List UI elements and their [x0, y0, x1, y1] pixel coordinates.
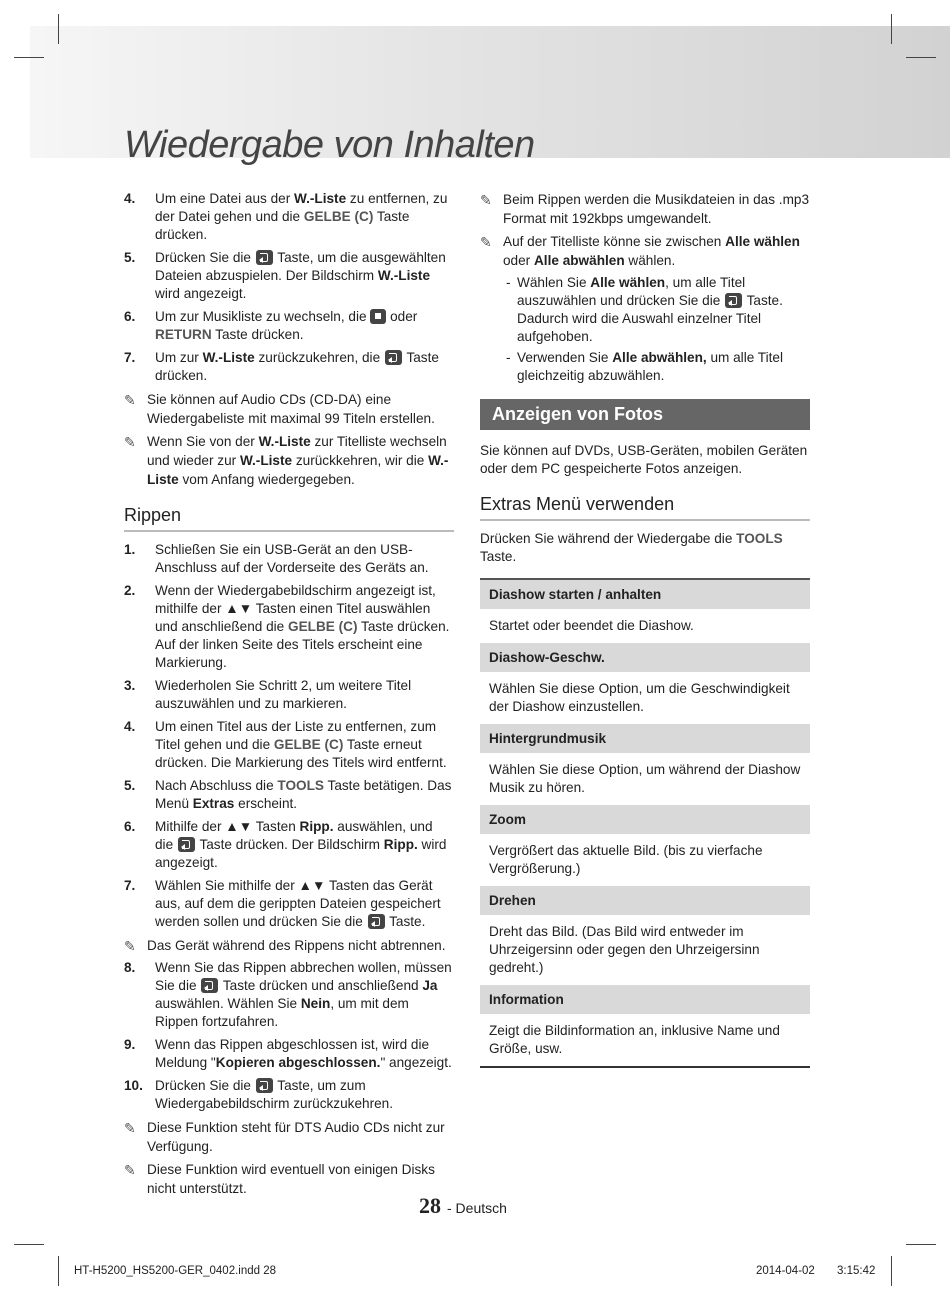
list-item: 4. Um eine Datei aus der W.-Liste zu entfernen, zu der Datei gehen und die GELBE (C) Taste drücken.: [124, 191, 448, 242]
option-description: Wählen Sie diese Option, um während der Diashow Musik zu hören.: [489, 762, 801, 795]
crop-mark: [14, 57, 44, 58]
fotos-intro: Sie können auf DVDs, USB-Geräten, mobilen Geräten oder dem PC gespeicherte Fotos anzeigen.: [480, 443, 808, 476]
option-description: Vergrößert das aktuelle Bild. (bis zu vierfache Vergrößerung.): [489, 843, 763, 876]
sub-list-item: - Wählen Sie Alle wählen, um alle Titel auszuwählen und drücken Sie die Taste. Dadurch wird die Auswahl einzelner Titel aufgehoben.: [506, 275, 783, 344]
option-name: Information: [480, 985, 810, 1014]
note: ✎ Auf der Titelliste könne sie zwischen Alle wählen oder Alle abwählen wählen.: [480, 234, 800, 268]
crop-mark: [906, 57, 936, 58]
option-description: Wählen Sie diese Option, um die Geschwindigkeit der Diashow einzustellen.: [489, 681, 790, 714]
option-description: Startet oder beendet die Diashow.: [489, 618, 694, 633]
extras-intro: Drücken Sie während der Wiedergabe die TOOLS Taste.: [480, 531, 783, 564]
note: ✎ Beim Rippen werden die Musikdateien in das .mp3 Format mit 192kbps umgewandelt.: [480, 192, 810, 226]
list-item: 3. Wiederholen Sie Schritt 2, um weitere Titel auszuwählen und zu markieren.: [124, 678, 412, 711]
chapter-title: Wiedergabe von Inhalten: [124, 124, 535, 166]
note: ✎ Wenn Sie von der W.-Liste zur Titelliste wechseln und wieder zur W.-Liste zurückkehren, wir die W.-Liste vom Anfang wiedergegeben.: [124, 434, 449, 487]
option-name: Zoom: [480, 805, 810, 834]
list-item: 9. Wenn das Rippen abgeschlossen ist, wird die Meldung "Kopieren abgeschlossen." angezeigt.: [124, 1037, 452, 1070]
enter-button-icon: [725, 293, 742, 308]
pencil-note-icon: ✎: [480, 234, 492, 250]
list-item: 7. Um zur W.-Liste zurückzukehren, die Taste drücken.: [124, 350, 439, 383]
pencil-note-icon: ✎: [124, 938, 136, 954]
slug-date: 2014-04-02: [756, 1265, 815, 1277]
list-item: 10. Drücken Sie die Taste, um zum Wiedergabebildschirm zurückzukehren.: [124, 1078, 393, 1111]
list-item: 2. Wenn der Wiedergabebildschirm angezeigt ist, mithilfe der ▲▼ Tasten einen Titel auswählen und anschließend die GELBE (C) Taste drücken. Auf der linken Seite des Titels erscheint eine Markierung.: [124, 583, 450, 670]
enter-button-icon: [201, 978, 218, 993]
enter-button-icon: [256, 250, 273, 265]
enter-button-icon: [256, 1078, 273, 1093]
option-description: Dreht das Bild. (Das Bild wird entweder im Uhrzeigersinn oder gegen den Uhrzeigersinn gedreht.): [489, 924, 760, 975]
option-description: Zeigt die Bildinformation an, inklusive Name und Größe, usw.: [489, 1023, 780, 1056]
crop-mark: [891, 14, 892, 44]
pencil-note-icon: ✎: [124, 1120, 136, 1136]
pencil-note-icon: ✎: [124, 392, 136, 408]
enter-button-icon: [368, 914, 385, 929]
page-language: - Deutsch: [447, 1200, 507, 1216]
left-column: [124, 190, 454, 1202]
page-number: 28: [419, 1193, 441, 1218]
note: ✎ Das Gerät während des Rippens nicht abtrennen.: [124, 938, 446, 954]
enter-button-icon: [178, 837, 195, 852]
list-item: 7. Wählen Sie mithilfe der ▲▼ Tasten das Gerät aus, auf dem die gerippten Dateien gespeichert werden sollen und drücken Sie die Taste.: [124, 878, 441, 929]
crop-mark: [58, 1256, 59, 1286]
list-item: 6. Mithilfe der ▲▼ Tasten Ripp. auswählen, und die Taste drücken. Der Bildschirm Ripp. wird angezeigt.: [124, 819, 447, 870]
list-item: 6. Um zur Musikliste zu wechseln, die oder RETURN Taste drücken.: [124, 309, 418, 342]
slug-filename: HT-H5200_HS5200-GER_0402.indd 28: [74, 1265, 277, 1277]
list-item: 5. Nach Abschluss die TOOLS Taste betätigen. Das Menü Extras erscheint.: [124, 778, 452, 811]
slug-time: 3:15:42: [837, 1265, 876, 1277]
section-heading-fotos: Anzeigen von Fotos: [480, 399, 810, 430]
list-item: 8. Wenn Sie das Rippen abbrechen wollen, müssen Sie die Taste drücken und anschließend Ja auswählen. Wählen Sie Nein, um mit dem Rippen fortzufahren.: [124, 960, 452, 1029]
option-name: Diashow-Geschw.: [480, 643, 810, 672]
pencil-note-icon: ✎: [124, 1162, 136, 1178]
enter-button-icon: [385, 350, 402, 365]
list-item: 5. Drücken Sie die Taste, um die ausgewählten Dateien abzuspielen. Der Bildschirm W.-Liste wird angezeigt.: [124, 250, 446, 301]
note: ✎ Diese Funktion steht für DTS Audio CDs nicht zur Verfügung.: [124, 1120, 445, 1154]
list-item: 4. Um einen Titel aus der Liste zu entfernen, zum Titel gehen und die GELBE (C) Taste erneut drücken. Die Markierung des Titels wird entfernt.: [124, 719, 447, 770]
crop-mark: [906, 1244, 936, 1245]
crop-mark: [14, 1244, 44, 1245]
section-heading-rippen: Rippen: [124, 503, 454, 532]
extras-options-table: [480, 578, 810, 1068]
note: ✎ Diese Funktion wird eventuell von einigen Disks nicht unterstützt.: [124, 1162, 435, 1196]
pencil-note-icon: ✎: [480, 192, 492, 208]
option-name: Diashow starten / anhalten: [480, 580, 810, 609]
sub-list-item: - Verwenden Sie Alle abwählen, um alle Titel gleichzeitig abzuwählen.: [506, 350, 783, 383]
option-name: Drehen: [480, 886, 810, 915]
list-item: 1. Schließen Sie ein USB-Gerät an den USB-Anschluss auf der Vorderseite des Geräts an.: [124, 542, 429, 575]
section-heading-extras: Extras Menü verwenden: [480, 492, 810, 521]
option-name: Hintergrundmusik: [480, 724, 810, 753]
note: ✎ Sie können auf Audio CDs (CD-DA) eine Wiedergabeliste mit maximal 99 Titeln erstellen.: [124, 392, 435, 426]
crop-mark: [891, 1256, 892, 1286]
crop-mark: [58, 14, 59, 44]
right-column: [480, 190, 810, 1068]
pencil-note-icon: ✎: [124, 434, 136, 450]
stop-button-icon: [370, 309, 386, 324]
